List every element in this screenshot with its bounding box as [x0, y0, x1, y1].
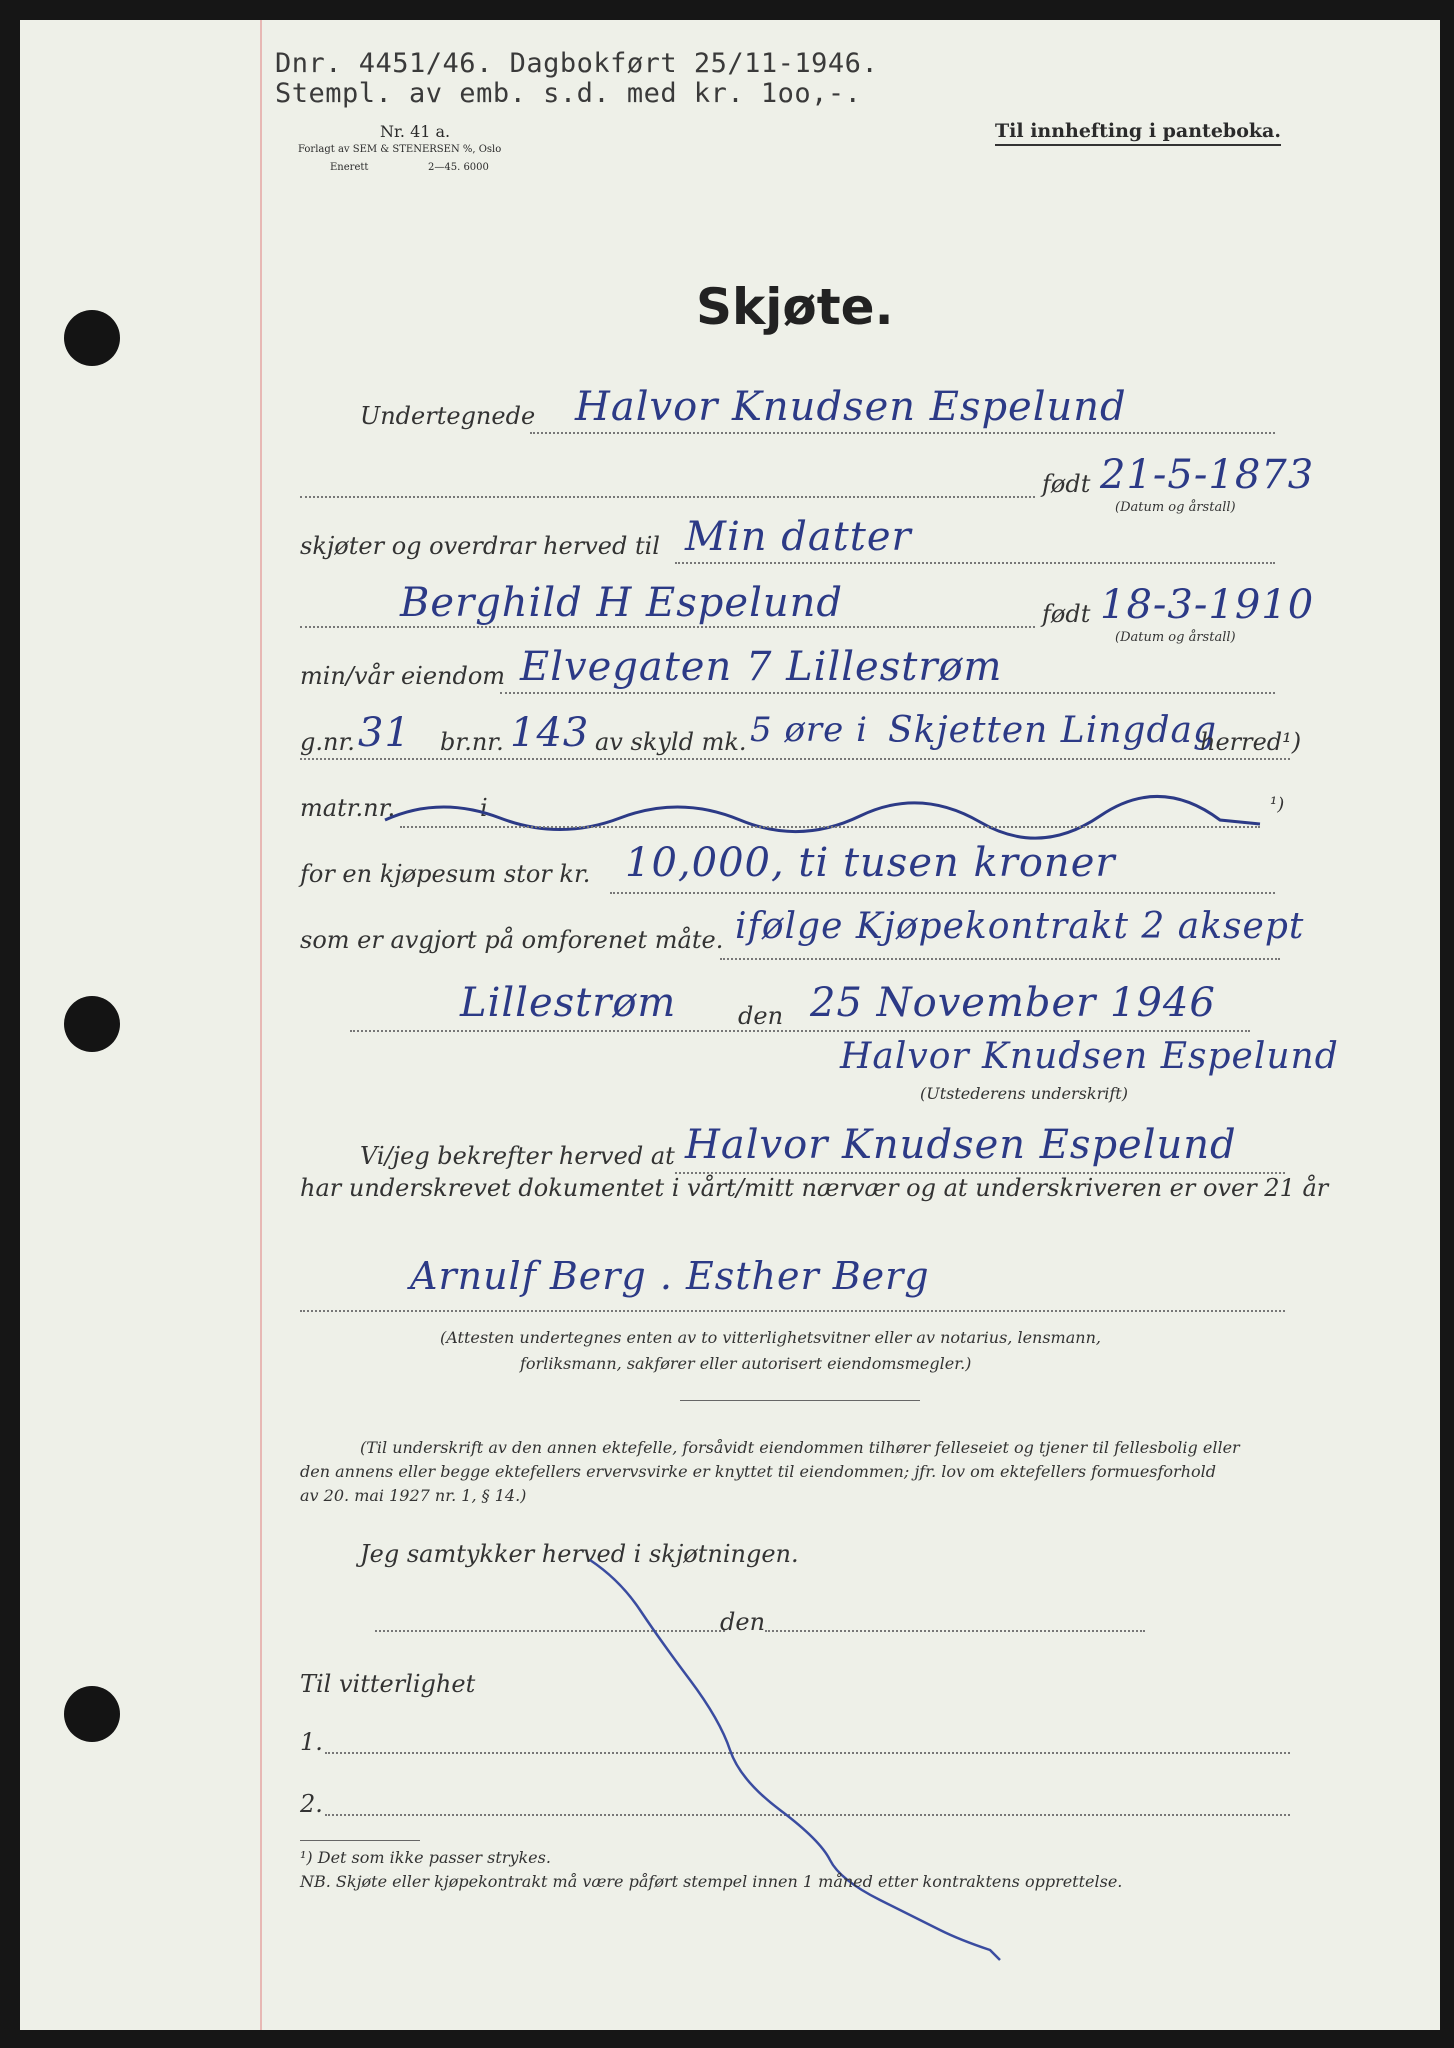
footnote: ¹) Det som ikke passer strykes.	[300, 1848, 551, 1867]
margin-line	[260, 20, 262, 2030]
attest-note-2: forliksmann, sakfører eller autorisert eiendomsmegler.)	[520, 1354, 972, 1373]
form-number: Nr. 41 a.	[380, 122, 451, 141]
skyld-label: av skyld mk.	[595, 728, 747, 756]
attest-line-2: har underskrevet dokumentet i vårt/mitt nærvær og at underskriveren er over 21 år	[300, 1174, 1329, 1202]
attest-note-1: (Attesten undertegnes enten av to vitterlighetsvitner eller av notarius, lensmann,	[440, 1328, 1101, 1347]
document-page	[20, 20, 1440, 2030]
dotted-line	[300, 626, 1035, 628]
gnr-value: 31	[358, 710, 411, 756]
witness-signatures: Arnulf Berg . Esther Berg	[410, 1254, 930, 1298]
gnr-label: g.nr.	[300, 728, 355, 756]
matr-i: i	[480, 794, 488, 822]
dotted-line	[300, 758, 1290, 760]
buyer-relation: Min datter	[685, 514, 912, 560]
punch-hole-bottom	[64, 1686, 120, 1742]
seller-birth: 21-5-1873	[1100, 452, 1315, 498]
matr-label: matr.nr.	[300, 794, 396, 822]
page-title: Skjøte.	[696, 278, 894, 336]
dotted-line	[300, 1310, 1285, 1312]
dotted-line	[500, 692, 1275, 694]
witness-title: Til vitterlighet	[300, 1670, 476, 1698]
issuer-caption: (Utstederens underskrift)	[920, 1084, 1128, 1103]
attest-signer: Halvor Knudsen Espelund	[685, 1122, 1237, 1168]
filing-note: Til innhefting i panteboka.	[995, 120, 1281, 146]
skjoter-label: skjøter og overdrar herved til	[300, 532, 660, 560]
dotted-line	[675, 562, 1275, 564]
spouse-note-3: av 20. mai 1927 nr. 1, § 14.)	[300, 1486, 527, 1505]
kjopesum-value: 10,000, ti tusen kroner	[625, 840, 1116, 886]
dotted-line	[530, 432, 1275, 434]
publisher-code: 2—45. 6000	[428, 162, 489, 173]
property-address: Elvegaten 7 Lillestrøm	[520, 644, 1003, 690]
consent-den-label: den	[720, 1608, 766, 1636]
registration-line-2: Stempl. av emb. s.d. med kr. 1oo,-.	[275, 78, 862, 109]
datum-note: (Datum og årstall)	[1115, 500, 1236, 515]
matr-footnote: ¹)	[1270, 794, 1285, 815]
witness-item-2: 2.	[300, 1790, 323, 1818]
brnr-label: br.nr.	[440, 728, 504, 756]
skyld-value: 5 øre i	[750, 710, 868, 750]
dotted-line	[300, 496, 1035, 498]
punch-hole-middle	[64, 996, 120, 1052]
place: Lillestrøm	[460, 980, 677, 1026]
nb-note: NB. Skjøte eller kjøpekontrakt må være påført stempel innen 1 måned etter kontraktens opprettelse.	[300, 1872, 1123, 1891]
herred-value: Skjetten Lingdag	[888, 710, 1218, 751]
issuer-signature: Halvor Knudsen Espelund	[840, 1036, 1339, 1077]
buyer-birth: 18-3-1910	[1100, 582, 1315, 628]
dotted-line	[720, 958, 1280, 960]
eiendom-label: min/vår eiendom	[300, 662, 506, 690]
punch-hole-top	[64, 310, 120, 366]
consent-text: Jeg samtykker herved i skjøtningen.	[360, 1540, 799, 1568]
vi-label: Vi/jeg bekrefter herved at	[360, 1142, 675, 1170]
datum-note-2: (Datum og årstall)	[1115, 630, 1236, 645]
undertegnede-label: Undertegnede	[360, 402, 536, 430]
publisher-line-1: Forlagt av SEM & STENERSEN %, Oslo	[298, 144, 502, 155]
seller-name: Halvor Knudsen Espelund	[575, 384, 1127, 430]
registration-line-1: Dnr. 4451/46. Dagbokført 25/11-1946.	[275, 48, 879, 79]
den-label: den	[738, 1002, 784, 1030]
publisher-line-2: Enerett	[330, 162, 369, 173]
separator-line	[680, 1400, 920, 1401]
fodt-label: født	[1042, 470, 1091, 498]
witness-item-1: 1.	[300, 1728, 323, 1756]
avgjort-label: som er avgjort på omforenet måte.	[300, 926, 724, 954]
cancellation-line	[580, 1550, 1060, 1970]
fodt-label-2: født	[1042, 600, 1091, 628]
date-value: 25 November 1946	[810, 980, 1216, 1026]
footnote-rule	[300, 1840, 420, 1841]
spouse-note-1: (Til underskrift av den annen ektefelle, forsåvidt eiendommen tilhører felleseiet og tjener til fellesbolig eller	[360, 1438, 1240, 1457]
dotted-line	[400, 826, 1260, 828]
herred-label: herred¹)	[1200, 728, 1302, 756]
buyer-name: Berghild H Espelund	[400, 580, 843, 626]
kjopesum-label: for en kjøpesum stor kr.	[300, 860, 591, 888]
dotted-line	[350, 1030, 1250, 1032]
spouse-note-2: den annens eller begge ektefellers ervervsvirke er knyttet til eiendommen; jfr. lov om ektefellers formuesforhold	[300, 1462, 1216, 1481]
brnr-value: 143	[510, 710, 590, 756]
avgjort-value: ifølge Kjøpekontrakt 2 aksept	[735, 906, 1305, 947]
dotted-line	[610, 892, 1275, 894]
